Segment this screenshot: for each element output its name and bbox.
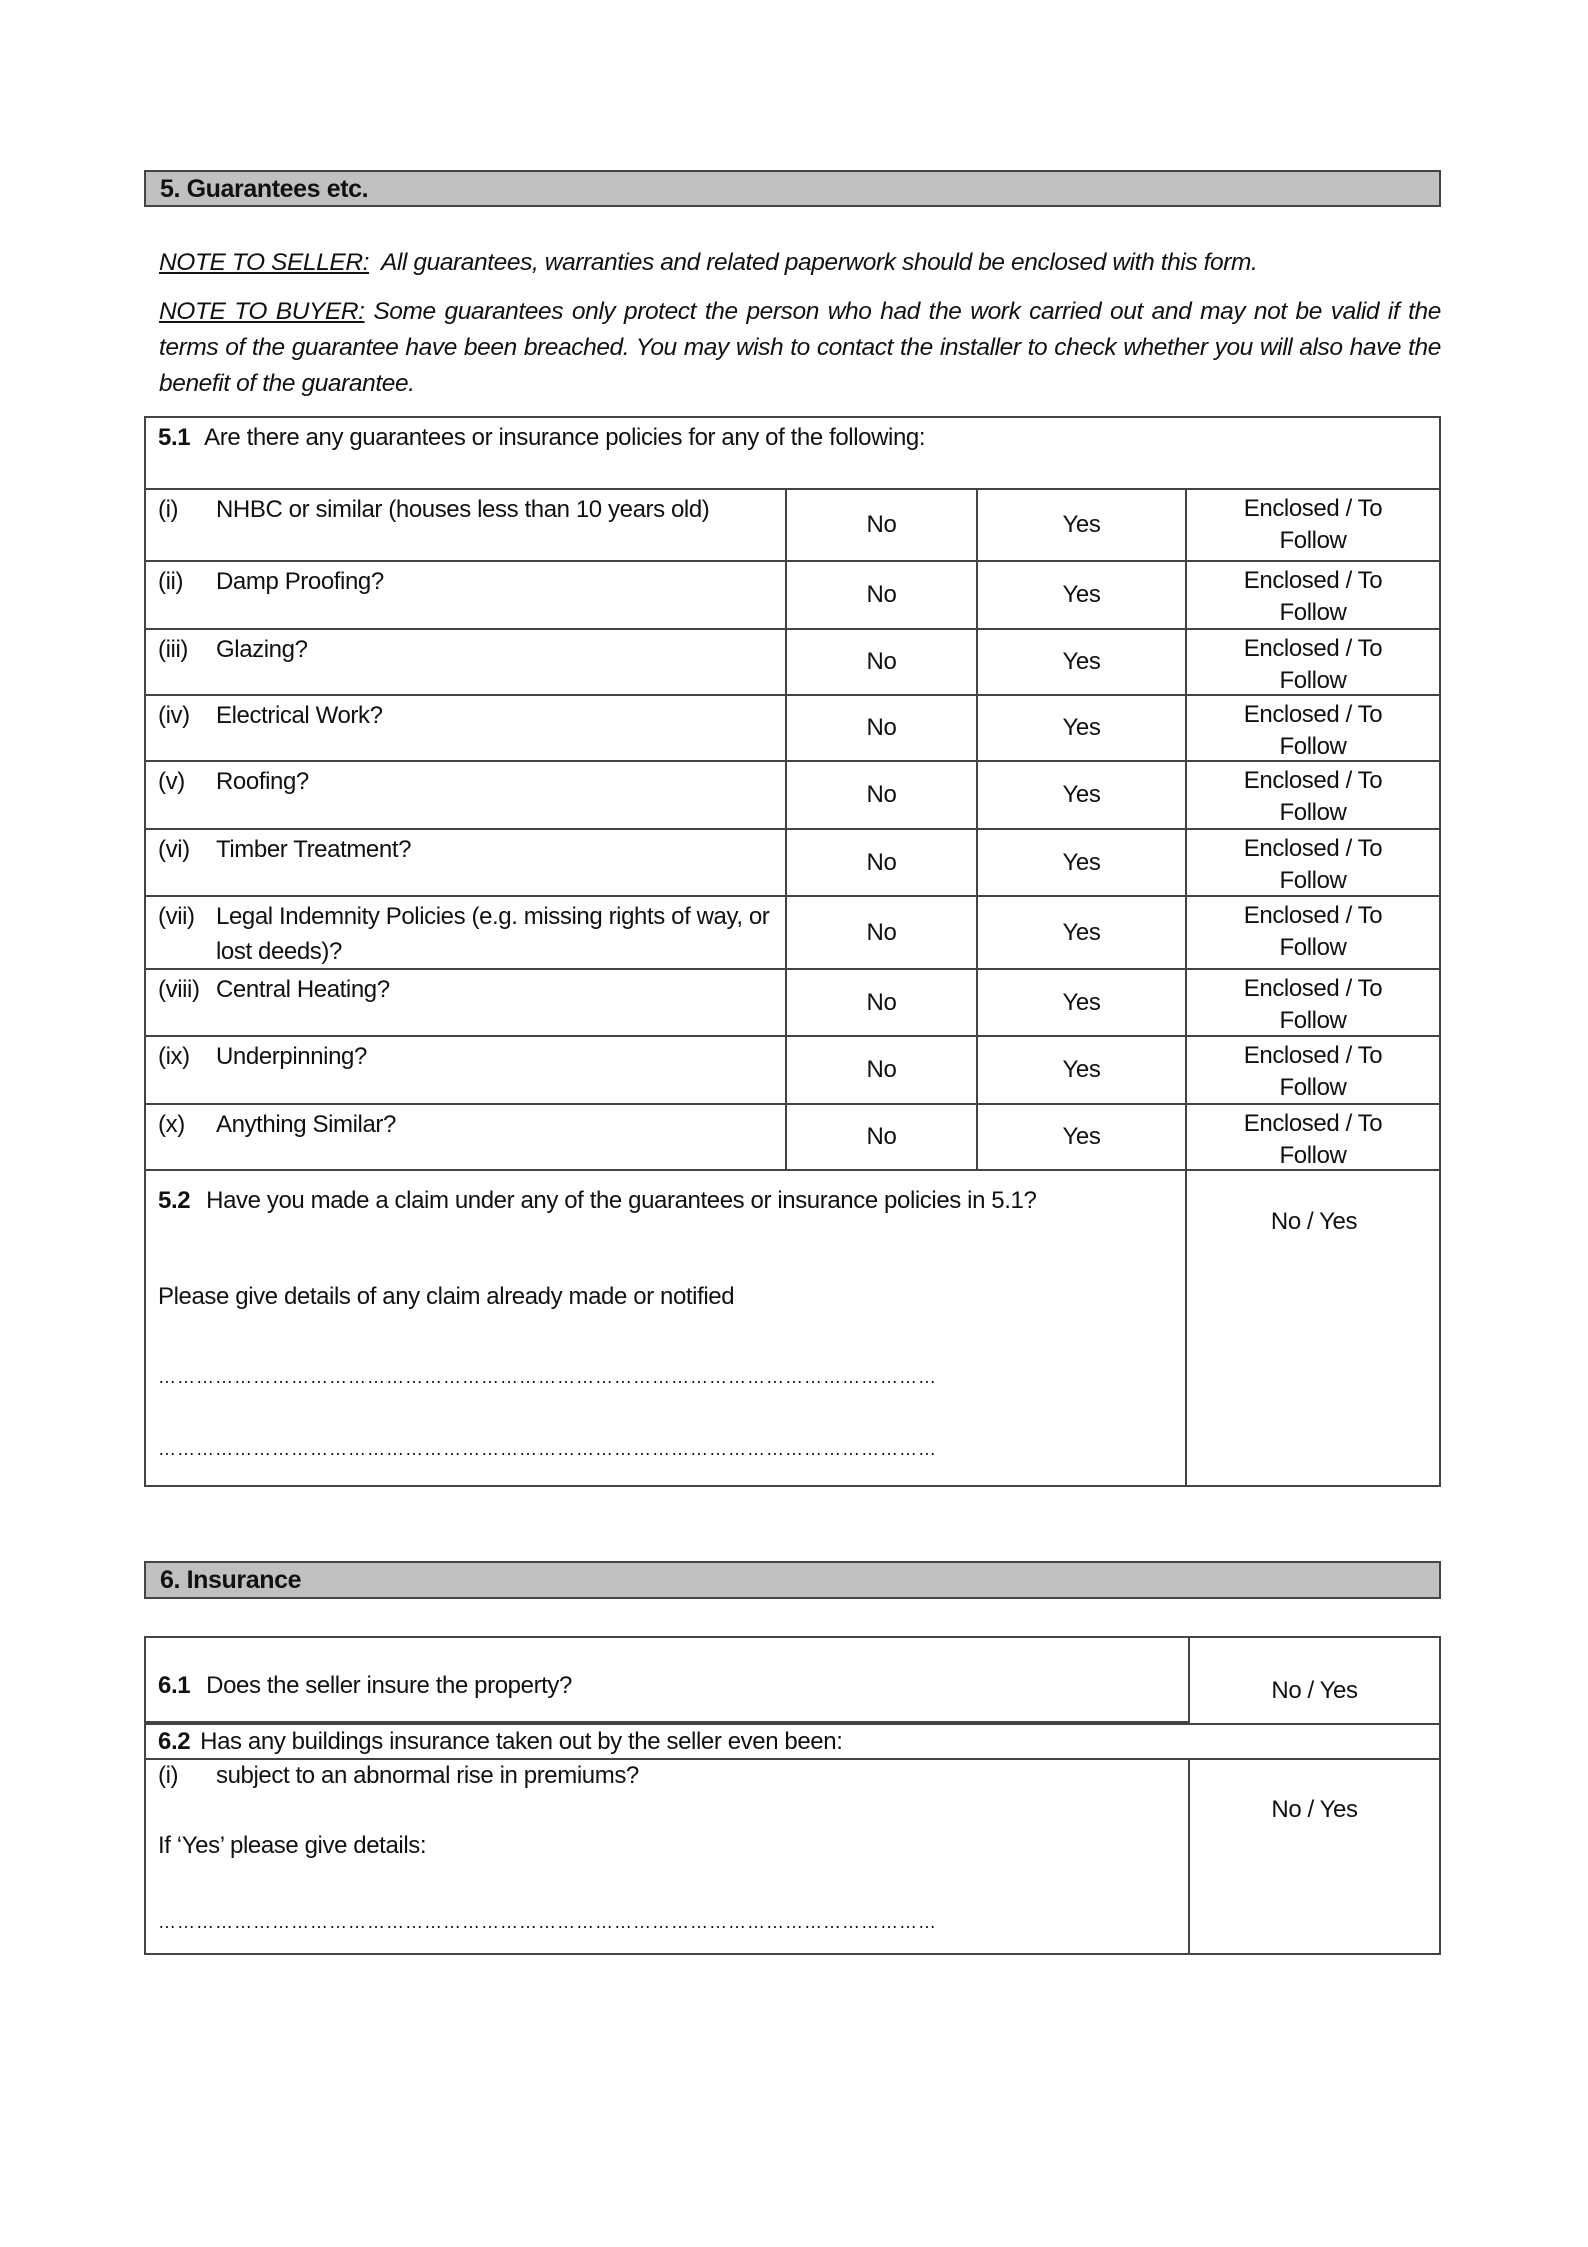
- option-no[interactable]: No: [787, 490, 978, 562]
- option-yes[interactable]: Yes: [978, 830, 1187, 897]
- item-text: Glazing?: [216, 636, 308, 663]
- item-number: (iii): [158, 636, 188, 663]
- q52-details-line-1[interactable]: ……………………………………………………………………………………………………………: [158, 1367, 937, 1387]
- guarantee-item-label: [146, 1037, 787, 1105]
- q62i-answer[interactable]: No / Yes: [1271, 1796, 1358, 1823]
- option-yes[interactable]: Yes: [978, 630, 1187, 696]
- option-yes[interactable]: Yes: [978, 1105, 1187, 1171]
- question-6-1: [146, 1638, 1190, 1723]
- question-6-2-i: [146, 1760, 1190, 1953]
- guarantee-item-label: [146, 1105, 787, 1171]
- item-text: Timber Treatment?: [216, 836, 412, 863]
- section-5-header: 5. Guarantees etc.: [144, 170, 1441, 207]
- option-enclosed-to-follow[interactable]: Enclosed / To Follow: [1187, 696, 1439, 762]
- q62-number: 6.2: [158, 1728, 191, 1755]
- option-yes[interactable]: Yes: [978, 897, 1187, 970]
- option-yes[interactable]: Yes: [978, 1037, 1187, 1105]
- option-no[interactable]: No: [787, 1105, 978, 1171]
- question-5-2: [146, 1171, 1187, 1485]
- question-6-2: [146, 1723, 1439, 1760]
- q62i-details-line[interactable]: ……………………………………………………………………………………………………………: [158, 1912, 937, 1932]
- option-no[interactable]: No: [787, 1037, 978, 1105]
- section-6-header: 6. Insurance: [144, 1561, 1441, 1599]
- option-enclosed-to-follow[interactable]: Enclosed / To Follow: [1187, 970, 1439, 1037]
- item-text: Roofing?: [216, 768, 309, 795]
- option-no[interactable]: No: [787, 830, 978, 897]
- item-number: (vii): [158, 903, 195, 930]
- option-enclosed-to-follow[interactable]: Enclosed / To Follow: [1187, 562, 1439, 630]
- item-number: (iv): [158, 702, 190, 729]
- q52-answer[interactable]: No / Yes: [1270, 1208, 1358, 1235]
- option-yes[interactable]: Yes: [978, 696, 1187, 762]
- option-enclosed-to-follow[interactable]: Enclosed / To Follow: [1187, 897, 1439, 970]
- item-number: (vi): [158, 836, 190, 863]
- guarantee-item-label: [146, 630, 787, 696]
- guarantee-item-label: [146, 762, 787, 830]
- q52-number: 5.2: [158, 1187, 191, 1214]
- item-text: Legal Indemnity Policies (e.g. missing rights of way, or lost deeds)?: [216, 903, 770, 965]
- item-number: (ix): [158, 1043, 190, 1070]
- q51-number: 5.1: [158, 424, 191, 451]
- q62i-number: (i): [158, 1762, 179, 1789]
- item-text: Central Heating?: [216, 976, 390, 1003]
- guarantee-item-label: [146, 490, 787, 562]
- option-yes[interactable]: Yes: [978, 562, 1187, 630]
- option-no[interactable]: No: [787, 970, 978, 1037]
- option-yes[interactable]: Yes: [978, 490, 1187, 562]
- item-text: Damp Proofing?: [216, 568, 384, 595]
- note-to-buyer: [159, 294, 1441, 402]
- note-seller-label: NOTE TO SELLER:: [159, 249, 370, 276]
- option-yes[interactable]: Yes: [978, 762, 1187, 830]
- item-number: (viii): [158, 976, 200, 1003]
- guarantee-item-label: [146, 830, 787, 897]
- option-enclosed-to-follow[interactable]: Enclosed / To Follow: [1187, 490, 1439, 562]
- item-number: (x): [158, 1111, 185, 1138]
- note-buyer-label: NOTE TO BUYER:: [159, 298, 365, 325]
- option-yes[interactable]: Yes: [978, 970, 1187, 1037]
- q61-answer[interactable]: No / Yes: [1271, 1676, 1358, 1704]
- option-enclosed-to-follow[interactable]: Enclosed / To Follow: [1187, 830, 1439, 897]
- note-seller-text: All guarantees, warranties and related paperwork should be enclosed with this form.: [380, 249, 1258, 276]
- option-enclosed-to-follow[interactable]: Enclosed / To Follow: [1187, 762, 1439, 830]
- q52-details-line-2[interactable]: ……………………………………………………………………………………………………………: [158, 1439, 937, 1459]
- q52-text: Have you made a claim under any of the guarantees or insurance policies in 5.1?: [206, 1187, 1037, 1214]
- option-no[interactable]: No: [787, 897, 978, 970]
- item-number: (v): [158, 768, 185, 795]
- option-no[interactable]: No: [787, 762, 978, 830]
- q62i-details-label: If ‘Yes’ please give details:: [158, 1832, 427, 1859]
- note-buyer-text: Some guarantees only protect the person who had the work carried out and may not be valid if the terms of the guarantee have been breached. You may wish to contact the installer to check whether you will also have the benefit of the guarantee.: [159, 298, 1441, 397]
- guarantee-item-label: [146, 696, 787, 762]
- option-no[interactable]: No: [787, 696, 978, 762]
- q61-text: Does the seller insure the property?: [206, 1672, 572, 1699]
- guarantee-item-label: [146, 562, 787, 630]
- item-text: Electrical Work?: [216, 702, 383, 729]
- guarantee-item-label: [146, 970, 787, 1037]
- guarantee-item-label: [146, 897, 787, 970]
- item-number: (i): [158, 496, 179, 523]
- option-enclosed-to-follow[interactable]: Enclosed / To Follow: [1187, 1105, 1439, 1171]
- note-to-seller: [159, 245, 1441, 281]
- option-no[interactable]: No: [787, 630, 978, 696]
- q62i-text: subject to an abnormal rise in premiums?: [216, 1762, 639, 1789]
- q61-number: 6.1: [158, 1672, 191, 1699]
- q62-text: Has any buildings insurance taken out by the seller even been:: [200, 1728, 843, 1755]
- item-number: (ii): [158, 568, 184, 595]
- item-text: NHBC or similar (houses less than 10 years old): [216, 496, 710, 523]
- question-5-1: [146, 418, 1439, 490]
- option-enclosed-to-follow[interactable]: Enclosed / To Follow: [1187, 1037, 1439, 1105]
- item-text: Underpinning?: [216, 1043, 367, 1070]
- q51-text: Are there any guarantees or insurance policies for any of the following:: [204, 424, 926, 451]
- option-no[interactable]: No: [787, 562, 978, 630]
- option-enclosed-to-follow[interactable]: Enclosed / To Follow: [1187, 630, 1439, 696]
- q52-details-label: Please give details of any claim already made or notified: [158, 1283, 735, 1310]
- item-text: Anything Similar?: [216, 1111, 396, 1138]
